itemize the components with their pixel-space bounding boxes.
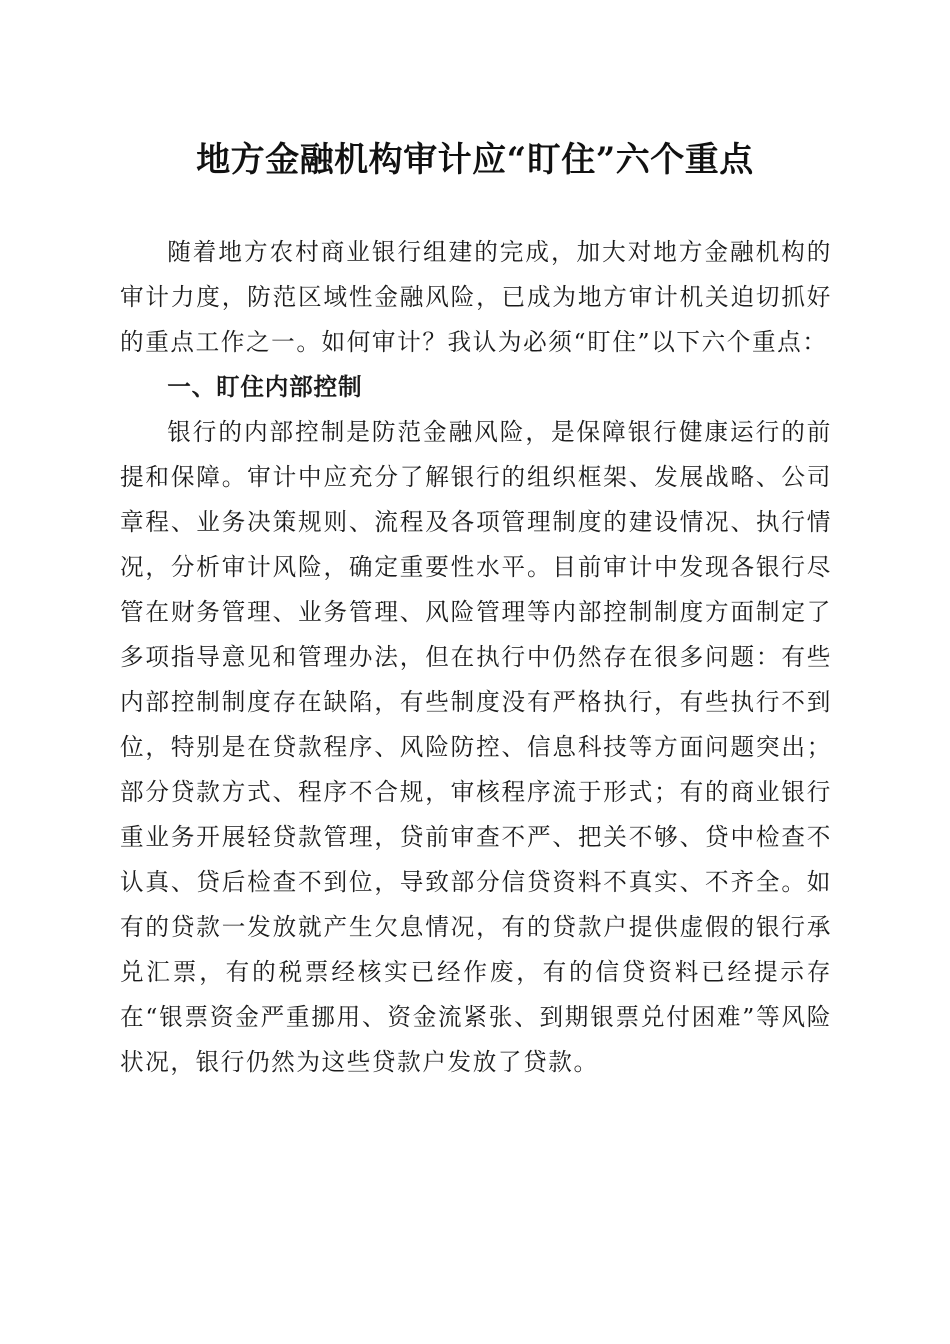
- section-heading: 一、盯住内部控制: [167, 373, 363, 401]
- document-body: [120, 230, 832, 1085]
- section-paragraph: 银行的内部控制是防范金融风险，是保障银行健康运行的前提和保障。审计中应充分了解银行的组织框架、发展战略、公司章程、业务决策规则、流程及各项管理制度的建设情况、执行情况，分析审计风险，确定重要性水平。目前审计中发现各银行尽管在财务管理、业务管理、风险管理等内部控制制度方面制定了多项指导意见和管理办法，但在执行中仍然存在很多问题：有些内部控制制度存在缺陷，有些制度没有严格执行，有些执行不到位，特别是在贷款程序、风险防控、信息科技等方面问题突出；部分贷款方式、程序不合规，审核程序流于形式；有的商业银行重业务开展轻贷款管理，贷前审查不严、把关不够、贷中检查不认真、贷后检查不到位，导致部分信贷资料不真实、不齐全。如有的贷款一发放就产生欠息情况，有的贷款户提供虚假的银行承兑汇票，有的税票经核实已经作废，有的信贷资料已经提示存在“银票资金严重挪用、资金流紧张、到期银票兑付困难”等风险状况，银行仍然为这些贷款户发放了贷款。: [120, 418, 832, 1076]
- intro-paragraph: 随着地方农村商业银行组建的完成，加大对地方金融机构的审计力度，防范区域性金融风险，已成为地方审计机关迫切抓好的重点工作之一。如何审计？我认为必须“盯住”以下六个重点：: [120, 238, 832, 356]
- document-title: 地方金融机构审计应“盯住”六个重点: [196, 140, 754, 180]
